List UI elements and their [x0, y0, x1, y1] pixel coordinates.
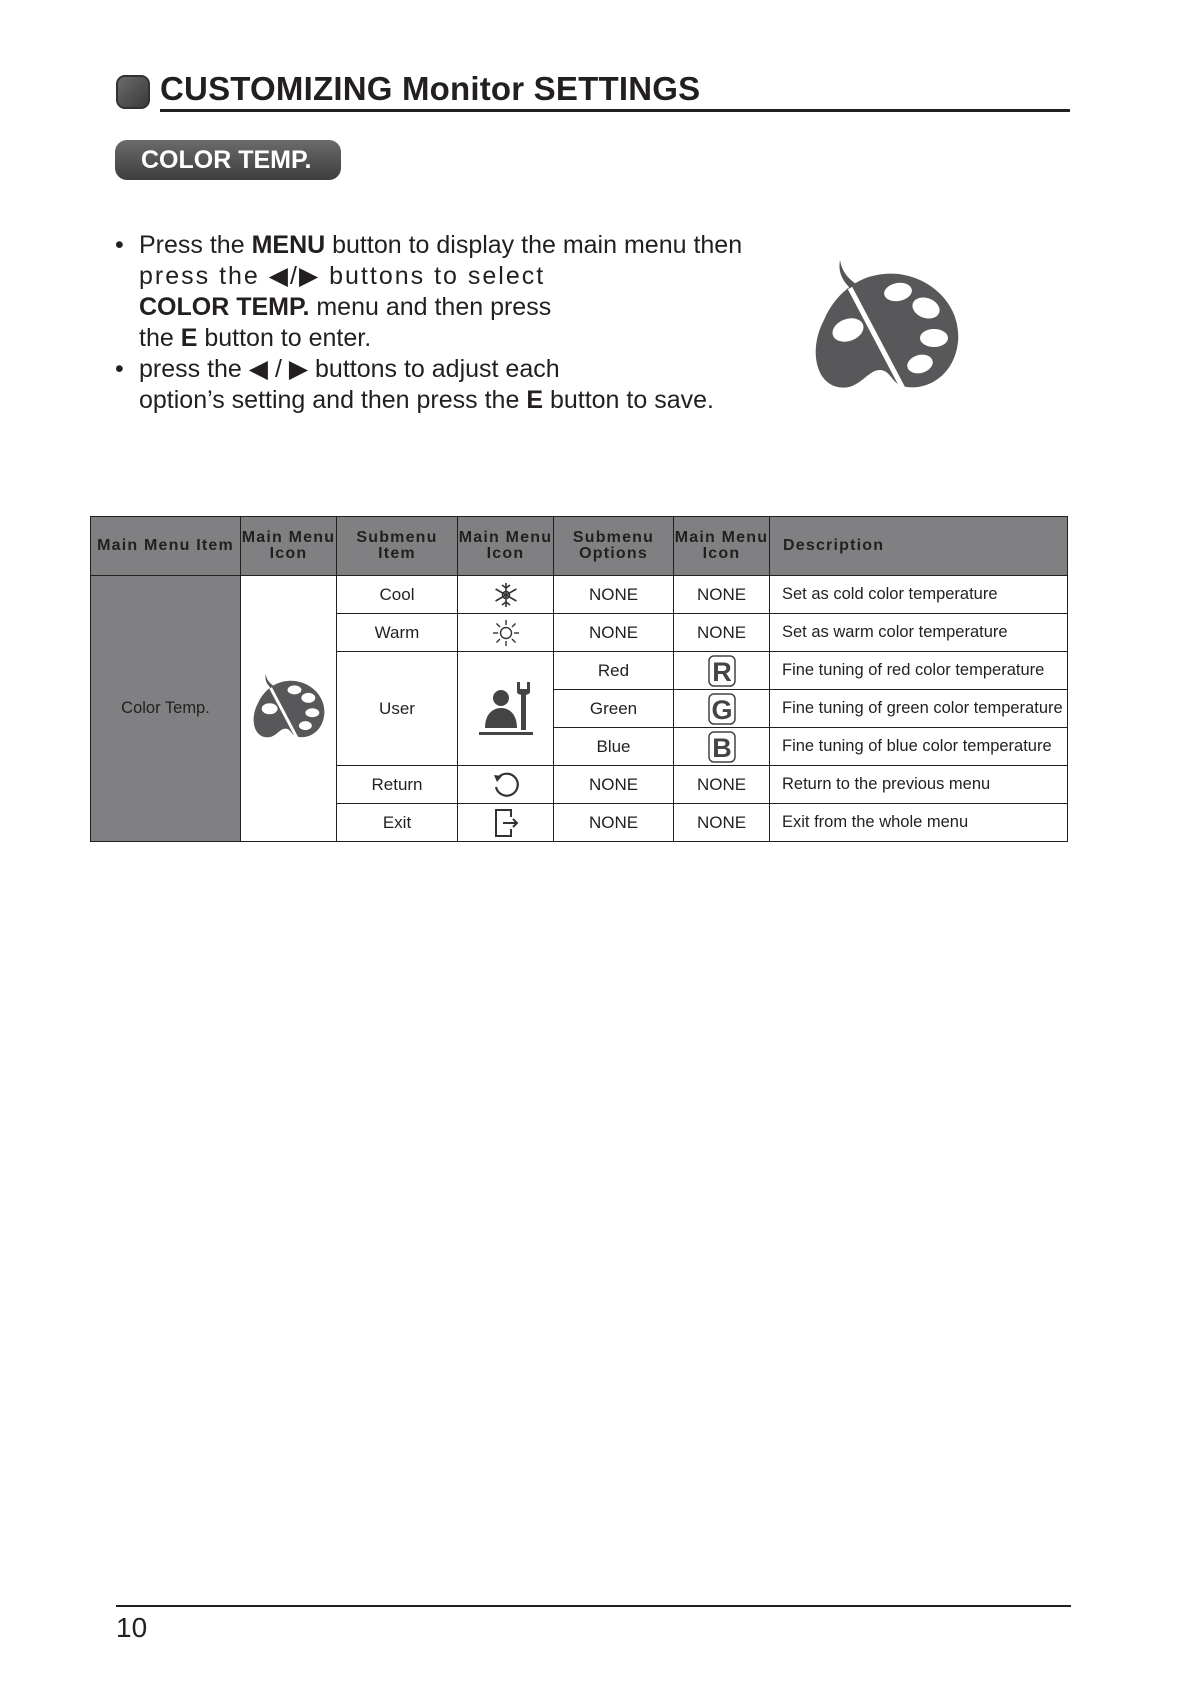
user-wrench-icon — [477, 678, 535, 740]
return-description: Return to the previous menu — [770, 766, 1068, 804]
letter-b-icon — [707, 731, 737, 763]
footer-rule — [116, 1605, 1071, 1607]
red-option: Red — [554, 652, 674, 690]
header-main-menu-icon: Main Menu Icon — [241, 517, 337, 576]
colortemp-text: COLOR TEMP. — [139, 293, 310, 321]
return-icon — [491, 770, 521, 800]
sun-icon — [492, 619, 520, 647]
instr-text: Press the — [139, 231, 252, 259]
menu-table — [90, 516, 1068, 842]
submenu-item-return: Return — [337, 766, 458, 804]
instr-text: press the ◀/▶ buttons to select — [139, 262, 546, 290]
green-option: Green — [554, 690, 674, 728]
table-row — [91, 576, 1068, 614]
table-header-row — [91, 517, 1068, 576]
green-description: Fine tuning of green color temperature — [770, 690, 1068, 728]
letter-g-icon — [707, 693, 737, 725]
instr-text: button to display the main menu then — [325, 231, 743, 259]
blue-option: Blue — [554, 728, 674, 766]
red-option-icon: R — [711, 656, 732, 687]
user-icon-cell — [458, 652, 554, 766]
exit-icon — [493, 808, 519, 838]
page-number: 10 — [116, 1612, 148, 1643]
warm-option: NONE — [554, 614, 674, 652]
green-option-icon: G — [710, 694, 733, 725]
blue-option-icon: B — [711, 732, 732, 763]
submenu-item-exit: Exit — [337, 804, 458, 842]
instr-text: menu and then press — [309, 293, 552, 321]
header-main-menu-icon-3: Main Menu Icon — [674, 517, 770, 576]
warm-icon-cell — [458, 614, 554, 652]
snowflake-icon — [493, 582, 519, 608]
return-option: NONE — [554, 766, 674, 804]
cool-option-icon: NONE — [674, 576, 770, 614]
letter-r-icon — [707, 655, 737, 687]
section-marker-icon — [116, 75, 150, 109]
header-submenu-item: Submenu Item — [337, 517, 458, 576]
header-submenu-options: Submenu Options — [554, 517, 674, 576]
main-icon-cell — [241, 576, 337, 842]
instruction-bullet-2: • press the ◀ / ▶ buttons to adjust each option’s setting and then press the E button to save. — [115, 355, 714, 414]
e-key-text: E — [526, 386, 543, 414]
e-key-text: E — [180, 324, 198, 352]
instr-text: button to save. — [543, 386, 714, 414]
submenu-item-cool: Cool — [337, 576, 458, 614]
instr-text: press the ◀ / ▶ buttons to adjust each — [139, 355, 560, 383]
return-icon-cell — [458, 766, 554, 804]
title-underline — [160, 109, 1070, 112]
return-option-icon: NONE — [674, 766, 770, 804]
main-item-cell: Color Temp. — [91, 576, 241, 842]
header-main-menu-item: Main Menu Item — [91, 517, 241, 576]
section-label: COLOR TEMP. — [115, 140, 341, 180]
exit-icon-cell — [458, 804, 554, 842]
red-icon-cell — [674, 652, 770, 690]
warm-option-icon: NONE — [674, 614, 770, 652]
instruction-bullet-1: • Press the MENU button to display the main menu then press the ◀/▶ buttons to select COLOR TEMP. menu and then press the E button to enter. — [115, 231, 743, 352]
header-main-menu-icon-2: Main Menu Icon — [458, 517, 554, 576]
page-title: CUSTOMIZING Monitor SETTINGS — [160, 70, 701, 107]
blue-icon-cell — [674, 728, 770, 766]
header-description: Description — [770, 517, 1068, 576]
warm-description: Set as warm color temperature — [770, 614, 1068, 652]
cool-icon-cell — [458, 576, 554, 614]
instr-text: the — [139, 324, 181, 352]
instr-text: button to enter. — [197, 324, 372, 352]
exit-option-icon: NONE — [674, 804, 770, 842]
cool-option: NONE — [554, 576, 674, 614]
submenu-item-user: User — [337, 652, 458, 766]
exit-option: NONE — [554, 804, 674, 842]
instructions — [115, 230, 805, 416]
palette-icon — [812, 258, 962, 403]
instr-text: option’s setting and then press the — [139, 386, 527, 414]
menu-key-text: MENU — [251, 231, 326, 259]
submenu-item-warm: Warm — [337, 614, 458, 652]
exit-description: Exit from the whole menu — [770, 804, 1068, 842]
red-description: Fine tuning of red color temperature — [770, 652, 1068, 690]
green-icon-cell — [674, 690, 770, 728]
palette-icon — [251, 673, 327, 745]
cool-description: Set as cold color temperature — [770, 576, 1068, 614]
blue-description: Fine tuning of blue color temperature — [770, 728, 1068, 766]
